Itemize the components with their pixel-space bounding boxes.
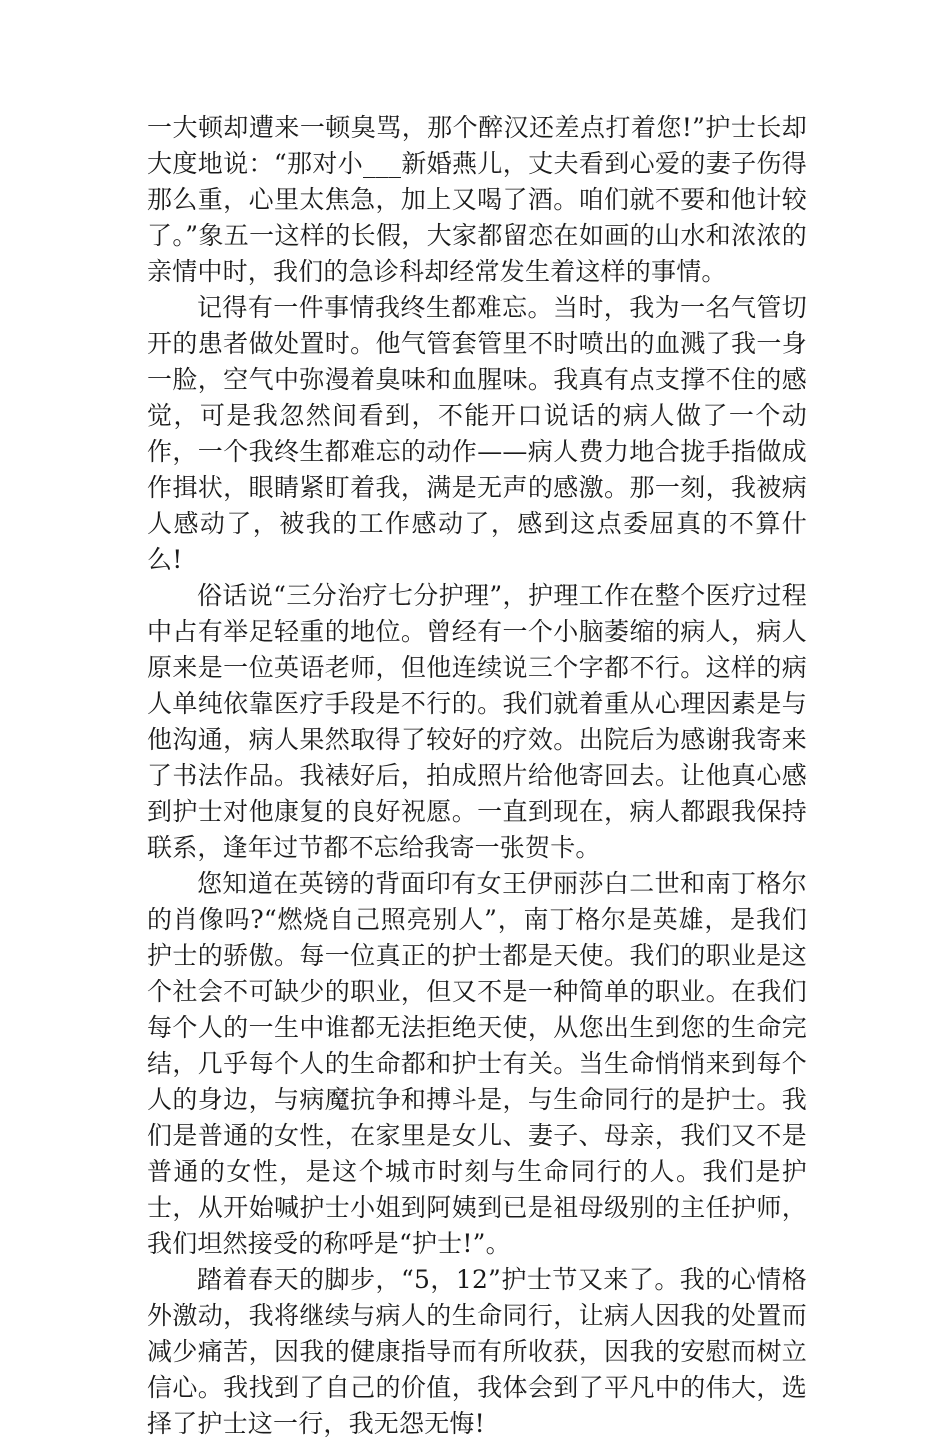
paragraph-2: 记得有一件事情我终生都难忘。当时，我为一名气管切开的患者做处置时。他气管套管里不时喷出的血溅了我一身一脸，空气中弥漫着臭味和血腥味。我真有点支撑不住的感觉，可是我忽然间看到，不能开口说话的病人做了一个动作，一个我终生都难忘的动作——病人费力地合拢手指做成作揖状，眼睛紧盯着我，满是无声的感激。那一刻，我被病人感动了，被我的工作感动了，感到这点委屈真的不算什么! bbox=[147, 293, 807, 574]
document-body bbox=[147, 110, 807, 1442]
paragraph-4: 您知道在英镑的背面印有女王伊丽莎白二世和南丁格尔的肖像吗?“燃烧自己照亮别人”，南丁格尔是英雄，是我们护士的骄傲。每一位真正的护士都是天使。我们的职业是这个社会不可缺少的职业，但又不是一种简单的职业。在我们每个人的一生中谁都无法拒绝天使，从您出生到您的生命完结，几乎每个人的生命都和护士有关。当生命悄悄来到每个人的身边，与病魔抗争和搏斗是，与生命同行的是护士。我们是普通的女性，在家里是女儿、妻子、母亲，我们又不是普通的女性，是这个城市时刻与生命同行的人。我们是护士，从开始喊护士小姐到阿姨到已是祖母级别的主任护师，我们坦然接受的称呼是“护士!”。 bbox=[147, 869, 807, 1258]
paragraph-1: 一大顿却遭来一顿臭骂，那个醉汉还差点打着您!”护士长却大度地说：“那对小___新婚燕儿，丈夫看到心爱的妻子伤得那么重，心里太焦急，加上又喝了酒。咱们就不要和他计较了。”象五一这样的长假，大家都留恋在如画的山水和浓浓的亲情中时，我们的急诊科却经常发生着这样的事情。 bbox=[147, 113, 807, 286]
paragraph-5: 踏着春天的脚步，“5，12”护士节又来了。我的心情格外激动，我将继续与病人的生命同行，让病人因我的处置而减少痛苦，因我的健康指导而有所收获，因我的安慰而树立信心。我找到了自己的价值，我体会到了平凡中的伟大，选择了护士这一行，我无怨无悔! bbox=[147, 1265, 807, 1438]
paragraph-3: 俗话说“三分治疗七分护理”，护理工作在整个医疗过程中占有举足轻重的地位。曾经有一个小脑萎缩的病人，病人原来是一位英语老师，但他连续说三个字都不行。这样的病人单纯依靠医疗手段是不行的。我们就着重从心理因素是与他沟通，病人果然取得了较好的疗效。出院后为感谢我寄来了书法作品。我裱好后，拍成照片给他寄回去。让他真心感到护士对他康复的良好祝愿。一直到现在，病人都跟我保持联系，逢年过节都不忘给我寄一张贺卡。 bbox=[147, 581, 807, 862]
